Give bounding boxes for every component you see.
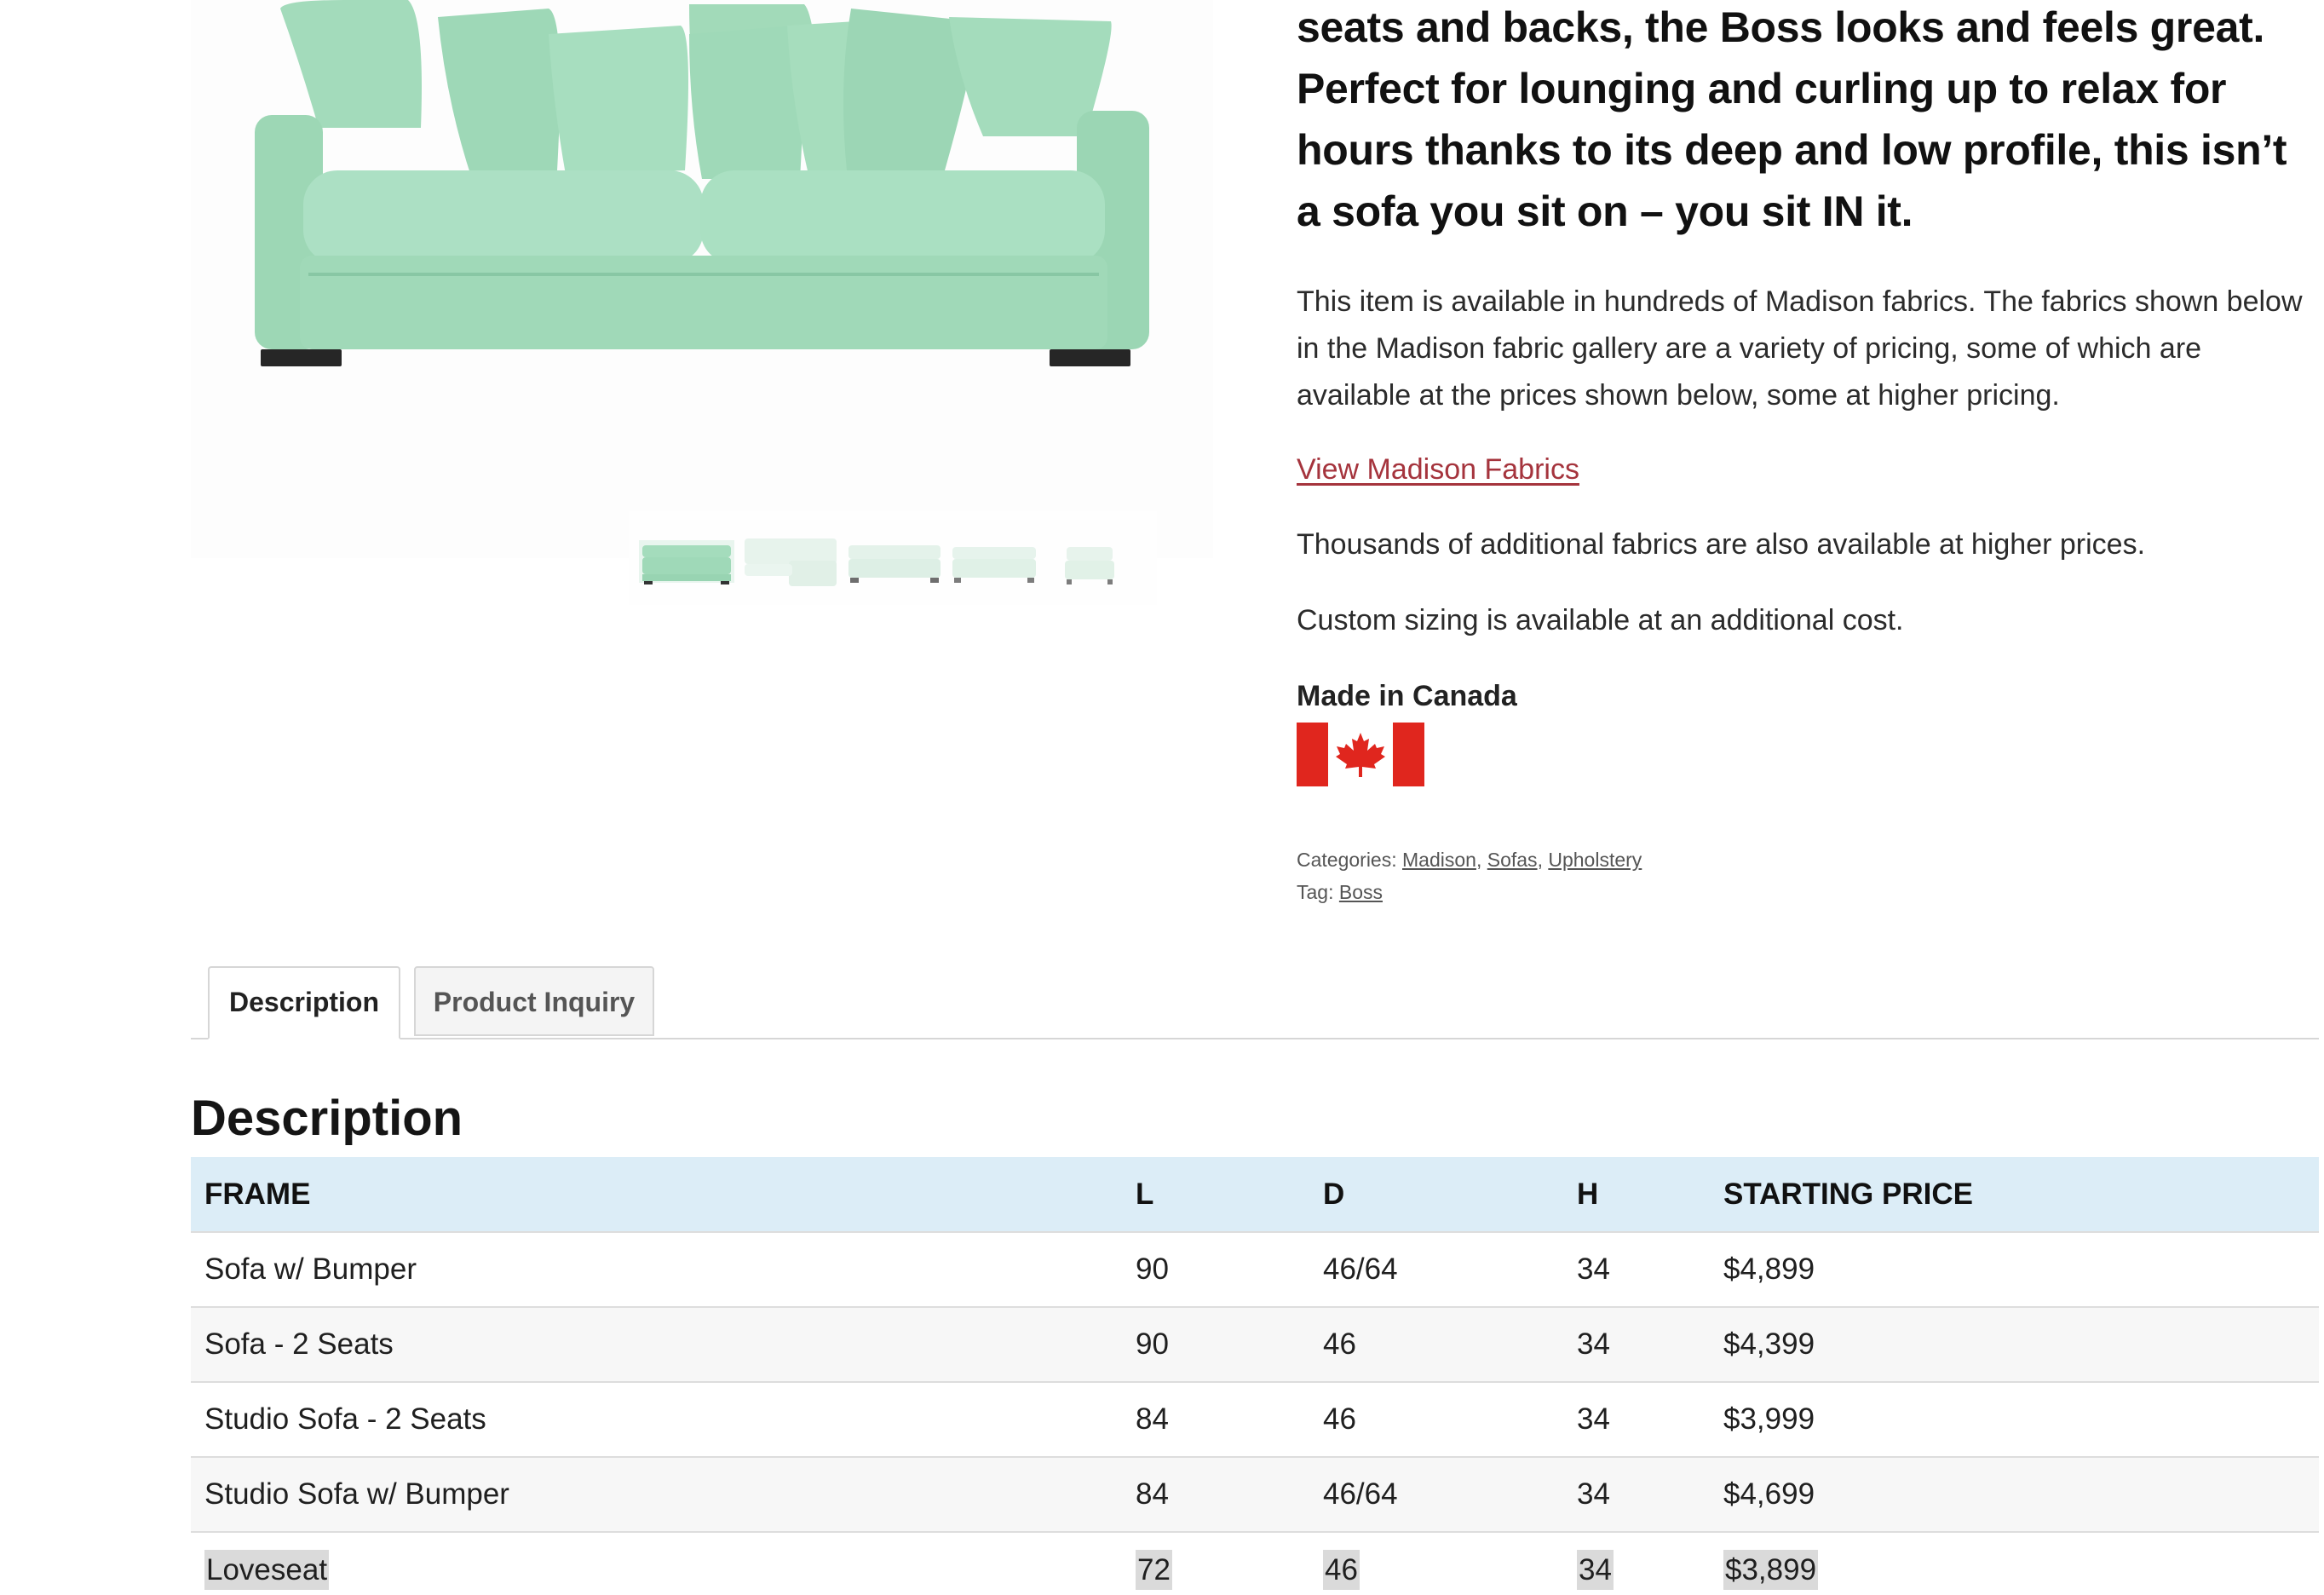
table-header-row <box>191 1157 2319 1232</box>
category-separator: , <box>1476 849 1482 871</box>
selected-text: 72 <box>1136 1550 1172 1590</box>
header-depth: D <box>1309 1157 1563 1232</box>
tag-link-boss[interactable]: Boss <box>1338 881 1383 903</box>
table-row <box>191 1457 2319 1532</box>
cell-price: $4,899 <box>1710 1232 2319 1307</box>
cell-height: 34 <box>1563 1457 1710 1532</box>
header-height: H <box>1563 1157 1710 1232</box>
cell-length: 90 <box>1122 1232 1309 1307</box>
cell-frame: Sofa - 2 Seats <box>191 1307 1122 1382</box>
cell-depth: 46 <box>1309 1307 1563 1382</box>
cell-frame: Studio Sofa - 2 Seats <box>191 1382 1122 1457</box>
cell-height <box>1563 1532 1710 1595</box>
cell-price: $4,699 <box>1710 1457 2319 1532</box>
cell-height: 34 <box>1563 1232 1710 1307</box>
cell-height: 34 <box>1563 1382 1710 1457</box>
made-in-label: Made in Canada <box>1297 680 1517 712</box>
table-row <box>191 1232 2319 1307</box>
cell-depth: 46 <box>1309 1382 1563 1457</box>
product-tabs <box>191 966 2319 1039</box>
selected-text: $3,899 <box>1723 1550 1818 1590</box>
sofa-image[interactable] <box>191 0 1213 558</box>
category-link-madison[interactable]: Madison <box>1402 849 1476 871</box>
tag-label: Tag: <box>1297 881 1334 903</box>
description-heading: Description <box>191 1091 463 1146</box>
cell-price: $4,399 <box>1710 1307 2319 1382</box>
cell-length: 84 <box>1122 1457 1309 1532</box>
selected-text: Loveseat <box>204 1550 329 1590</box>
cell-height: 34 <box>1563 1307 1710 1382</box>
table-row <box>191 1382 2319 1457</box>
header-frame: FRAME <box>191 1157 1122 1232</box>
thumbnail-strip <box>629 511 1157 605</box>
cell-length <box>1122 1532 1309 1595</box>
specs-table <box>191 1157 2319 1595</box>
tab-description[interactable]: Description <box>208 966 400 1039</box>
description-lead: seats and backs, the Boss looks and feels great. Perfect for lounging and curling up to relax for hours thanks to its deep and low profile, this isn’t a sofa you sit on – you sit IN it. <box>1297 3 2287 235</box>
product-gallery <box>191 0 1213 558</box>
thumbnail-sectional[interactable] <box>741 535 840 595</box>
tab-product-inquiry[interactable]: Product Inquiry <box>414 966 654 1036</box>
selected-text: 34 <box>1577 1550 1614 1590</box>
thumbnail-chair[interactable] <box>1060 535 1119 595</box>
table-row <box>191 1307 2319 1382</box>
selected-text: 46 <box>1323 1550 1360 1590</box>
cell-frame: Studio Sofa w/ Bumper <box>191 1457 1122 1532</box>
table-row <box>191 1532 2319 1595</box>
canada-flag-icon <box>1297 723 1424 786</box>
view-fabrics-link[interactable]: View Madison Fabrics <box>1297 453 1579 486</box>
category-link-sofas[interactable]: Sofas <box>1487 849 1538 871</box>
header-starting-price: STARTING PRICE <box>1710 1157 2319 1232</box>
custom-sizing-text: Custom sizing is available at an additional cost. <box>1297 604 1904 636</box>
categories-meta <box>1297 847 1642 872</box>
cell-frame: Sofa w/ Bumper <box>191 1232 1122 1307</box>
tags-meta <box>1297 879 1383 905</box>
cell-depth <box>1309 1532 1563 1595</box>
cell-depth: 46/64 <box>1309 1232 1563 1307</box>
cell-length: 90 <box>1122 1307 1309 1382</box>
fabric-info-text: This item is available in hundreds of Madison fabrics. The fabrics shown below in the Madison fabric gallery are a variety of pricing, some of which are available at the prices shown below, some at higher pricing. <box>1297 285 2303 412</box>
cell-length: 84 <box>1122 1382 1309 1457</box>
category-separator: , <box>1537 849 1543 871</box>
cell-frame <box>191 1532 1122 1595</box>
categories-label: Categories: <box>1297 849 1397 871</box>
cell-price <box>1710 1532 2319 1595</box>
additional-fabrics-text: Thousands of additional fabrics are also available at higher prices. <box>1297 528 2146 561</box>
thumbnail-sofa[interactable] <box>637 535 736 595</box>
category-link-upholstery[interactable]: Upholstery <box>1548 849 1642 871</box>
cell-depth: 46/64 <box>1309 1457 1563 1532</box>
header-length: L <box>1122 1157 1309 1232</box>
thumbnail-sofa-angle[interactable] <box>845 535 944 595</box>
thumbnail-sofa-side[interactable] <box>949 535 1039 595</box>
cell-price: $3,999 <box>1710 1382 2319 1457</box>
